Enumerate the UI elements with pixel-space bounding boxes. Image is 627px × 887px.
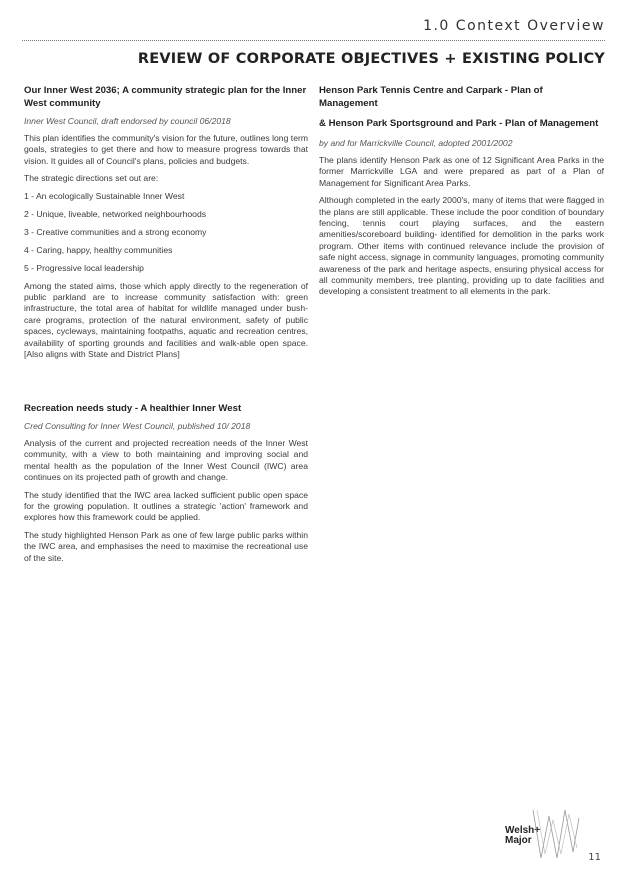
recreation-study-heading: Recreation needs study - A healthier Inner West [24, 403, 242, 414]
left-column [24, 84, 308, 366]
page-number: 11 [588, 852, 601, 863]
recreation-study-paragraph-1: Analysis of the current and projected recreation needs of the Inner West community, with a view to both maintaining and improving social and mental health as the population of the Inner West Council (IWC) area continues on its projected path of growth and change. [24, 438, 308, 483]
list-item: 3 - Creative communities and a strong economy [24, 226, 207, 237]
list-item: 2 - Unique, liveable, networked neighbourhoods [24, 208, 207, 219]
list-item: 5 - Progressive local leadership [24, 262, 144, 273]
strategic-plan-paragraph-2: The strategic directions set out are: [24, 173, 159, 184]
logo-line-1: Welsh+ [505, 825, 541, 836]
strategic-plan-heading: Our Inner West 2036; A community strategic plan for the Inner West community [24, 85, 307, 109]
recreation-study-byline: Cred Consulting for Inner West Council, published 10/ 2018 [24, 421, 251, 431]
strategic-plan-paragraph-3: Among the stated aims, those which apply directly to the regeneration of public parkland are to increase community satisfaction with: green infrastructure, the total area of habitat for wildlife managed under bush-care programs, protection of the natural environment, safety of public spaces, cycleways, maintaining footpaths, aquatic and recreation centres, availability of sporting grounds and facilities and walk-able open space. [Also aligns with State and District Plans] [24, 280, 308, 360]
plan-of-management-heading-line-2: & Henson Park Sportsground and Park - Plan of Management [319, 118, 599, 129]
logo-zigzag-icon [531, 808, 581, 860]
strategic-directions-list [24, 191, 308, 274]
plan-of-management-heading-line-1: Henson Park Tennis Centre and Carpark - Plan of Management [319, 85, 543, 109]
plan-of-management-heading [319, 84, 604, 130]
list-item: 4 - Caring, happy, healthy communities [24, 244, 173, 255]
section-label: 1.0 Context Overview [423, 18, 605, 34]
plan-of-management-paragraph-1: The plans identify Henson Park as one of 12 Significant Area Parks in the former Marrickville LGA and were prepared as part of a Plan of Management for Significant Area Parks. [319, 155, 604, 188]
strategic-plan-byline: Inner West Council, draft endorsed by council 06/2018 [24, 116, 231, 126]
plan-of-management-byline: by and for Marrickville Council, adopted 2001/2002 [319, 138, 513, 148]
welsh-major-logo [505, 808, 577, 860]
strategic-plan-paragraph-1: This plan identifies the community's vision for the future, outlines long term goals, strategies to get there and how to measure progress towards that vision. It guides all of Council's plans, policies and budgets. [24, 133, 308, 166]
page-title: REVIEW OF CORPORATE OBJECTIVES + EXISTING POLICY [137, 51, 605, 67]
logo-line-2: Major [505, 835, 532, 846]
header-divider [22, 40, 605, 41]
recreation-study-paragraph-2: The study identified that the IWC area lacked sufficient public open space for the growing population. It outlines a strategic 'action' framework and explores how this framework could be applied. [24, 489, 308, 523]
recreation-study-section [24, 402, 308, 570]
list-item: 1 - An ecologically Sustainable Inner West [24, 190, 185, 201]
recreation-study-paragraph-3: The study highlighted Henson Park as one of few large public parks within the IWC area, and emphasises the need to maximise the recreational use of the site. [24, 529, 308, 563]
right-column [319, 84, 604, 304]
plan-of-management-paragraph-2: Although completed in the early 2000's, many of items that were flagged in the plans are still applicable. These include the poor condition of boundary fencing, tennis court playing surfaces, and the eastern amenities/scoreboard building- identified for demolition in the parks work program. Other items with continued relevance include the provision of safe night access, signage in community languages, promoting community awareness of the park and heritage aspects, ensuring physical access for all community members, tree planting, providing up to date facilities and developing a consistent treatment to all elements in the park. [319, 195, 604, 297]
